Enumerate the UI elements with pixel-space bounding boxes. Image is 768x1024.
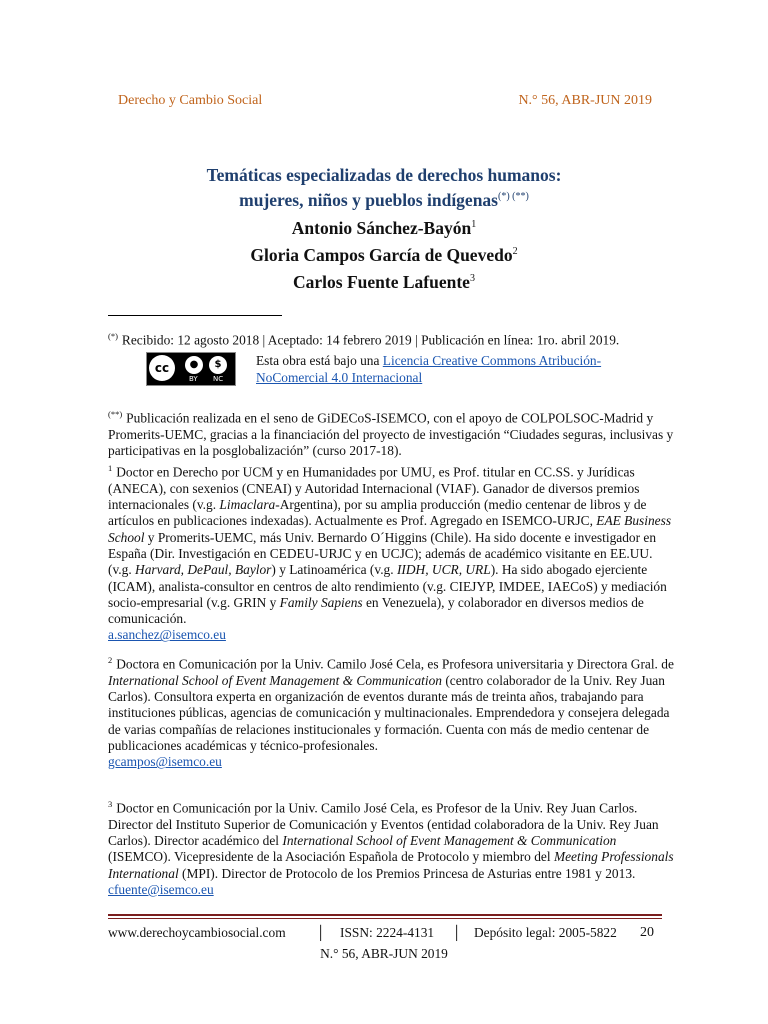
cc-icon: cc [149, 355, 175, 381]
footnote-text: (ISEMCO). Vicepresidente de la Asociación Española de Protocolo y miembro del [108, 849, 554, 865]
author-name: Gloria Campos García de Quevedo [250, 245, 513, 265]
author-2 [0, 245, 768, 266]
footnote-text: (centro colaborador de la Univ. Rey Juan Carlos). Consultora experta en organización de eventos durante más de treinta años, trabajando para instituciones públicas, agencias de comunicación y multinacionales. Emprendedora y consejera delegada de varias compañías de relaciones institucionales y formación. Cuenta con más de medio centenar de publicaciones académicas y técnico-profesionales. [108, 672, 670, 753]
footnote-italic: IIDH, UCR, URL [396, 562, 491, 578]
by-label: BY [189, 375, 198, 383]
footer-separator: │ [316, 925, 326, 940]
author-email-link[interactable]: gcampos@isemco.eu [108, 754, 222, 770]
footnote-italic: Meeting Professionals International [108, 849, 674, 881]
creative-commons-badge[interactable] [146, 352, 236, 386]
footnote-italic: Harvard, DePaul, Baylor [135, 562, 272, 578]
author-name: Carlos Fuente Lafuente [293, 272, 470, 292]
footnote-text: -Argentina), por su amplia producción (medio centenar de libros y de artículos en publicaciones indexadas). Actualmente es Prof. Agregado en ISEMCO-URJC, [108, 497, 647, 529]
footnote-text: Publicación realizada en el seno de GiDECoS-ISEMCO, con el apoyo de COLPOLSOC-Madrid y Promerits-UEMC, gracias a la financiación del proyecto de investigación “Ciudades seguras, inclusivas y participativas en la posglobalización” (curso 2017-18). [108, 410, 674, 459]
footnote-text: (MPI). Director de Protocolo de los Premios Princesa de Asturias entre 1981 y 2013. [178, 865, 636, 881]
footnote-received [108, 328, 678, 349]
footer-rule [108, 914, 662, 916]
footnote-text: Recibido: 12 agosto 2018 | Aceptado: 14 febrero 2019 | Publicación en línea: 1ro. abril 2019. [121, 332, 620, 348]
attribution-icon: ● [185, 356, 203, 374]
footnote-italic: International School of Event Management & Communication [282, 833, 617, 849]
footnote-separator [108, 315, 282, 316]
license-prefix: Esta obra está bajo una [256, 353, 383, 368]
footer-deposito-legal: Depósito legal: 2005-5822 [474, 925, 617, 940]
author-footnote-mark: 1 [471, 219, 477, 231]
footnote-text: Doctora en Comunicación por la Univ. Camilo José Cela, es Profesora universitaria y Directora Gral. de [116, 656, 674, 672]
running-header-issue: N.° 56, ABR-JUN 2019 [518, 93, 652, 108]
footer-separator: │ [452, 925, 462, 940]
footnote-mark: 1 [108, 463, 113, 473]
non-commercial-icon: $ [209, 356, 227, 374]
footnote-italic: Limaclara [219, 497, 276, 513]
running-header-journal: Derecho y Cambio Social [118, 93, 263, 108]
nc-label: NC [213, 375, 224, 383]
article-title-line2-text: mujeres, niños y pueblos indígenas [239, 190, 498, 210]
footnote-text: ) y Latinoamérica (v.g. [271, 562, 397, 578]
author-name: Antonio Sánchez-Bayón [291, 218, 472, 238]
footnote-author-3 [108, 796, 678, 898]
footnote-text: en Venezuela), y colaborador en diversos medios de comunicación. [108, 594, 644, 627]
footnote-mark: (*) [108, 331, 118, 341]
footnote-text: y Promerits-UEMC, más Univ. Bernardo O´Higgins (Chile). Ha sido docente e investigador en España (Dir. Investigación en CEDEU-URJC y en UCJC); además de académico visitante en EE.UU. (v.g. [108, 529, 657, 578]
footer-issue: N.° 56, ABR-JUN 2019 [320, 946, 448, 961]
license-link[interactable]: Licencia Creative Commons Atribución-NoComercial 4.0 Internacional [256, 353, 602, 385]
footnote-author-1 [108, 460, 678, 644]
footnote-italic: International School of Event Management & Communication [108, 672, 442, 688]
footnote-mark: 3 [108, 799, 113, 809]
footnote-text: Doctor en Comunicación por la Univ. Camilo José Cela, es Profesor de la Univ. Rey Juan Carlos. Director del Instituto Superior de Comunicación y Eventos (entidad colaboradora de la Univ. Rey Juan Carlos). Director académico del [108, 800, 659, 849]
footnote-mark: 2 [108, 655, 113, 665]
author-footnote-mark: 3 [469, 273, 475, 285]
footer-rule-thin [108, 918, 662, 919]
author-3 [0, 272, 768, 293]
footer-issn: ISSN: 2224-4131 [340, 925, 435, 940]
license-statement [256, 352, 656, 386]
footnote-italic: EAE Business School [108, 513, 672, 545]
article-title-line2 [0, 190, 768, 211]
page-number: 20 [640, 925, 654, 940]
title-footnote-marks: (*) (**) [498, 191, 529, 203]
footnote-publication [108, 406, 678, 459]
author-email-link[interactable]: cfuente@isemco.eu [108, 881, 214, 897]
footer-website-link[interactable]: www.derechoycambiosocial.com [108, 925, 286, 940]
author-email-link[interactable]: a.sanchez@isemco.eu [108, 627, 226, 643]
footnote-author-2 [108, 652, 678, 771]
footnote-text: ). Ha sido abogado ejerciente (ICAM), analista-consultor en centros de alto rendimiento (v.g. CIEJYP, IMDEE, IAECoS) y mediación socio-empresarial (v.g. GRIN y [108, 562, 667, 610]
footnote-text: Doctor en Derecho por UCM y en Humanidades por UMU, es Prof. titular en CC.SS. y Jurídicas (ANECA), con sexenios (CNEAI) y Autoridad Internacional (VIAF). Ganador de diversos premios internacionales (v.g. [108, 464, 640, 513]
footnote-mark: (**) [108, 409, 123, 419]
author-footnote-mark: 2 [512, 246, 518, 258]
footnote-italic: Family Sapiens [279, 594, 363, 610]
author-1 [0, 218, 768, 239]
article-title-line1: Temáticas especializadas de derechos humanos: [206, 165, 562, 185]
